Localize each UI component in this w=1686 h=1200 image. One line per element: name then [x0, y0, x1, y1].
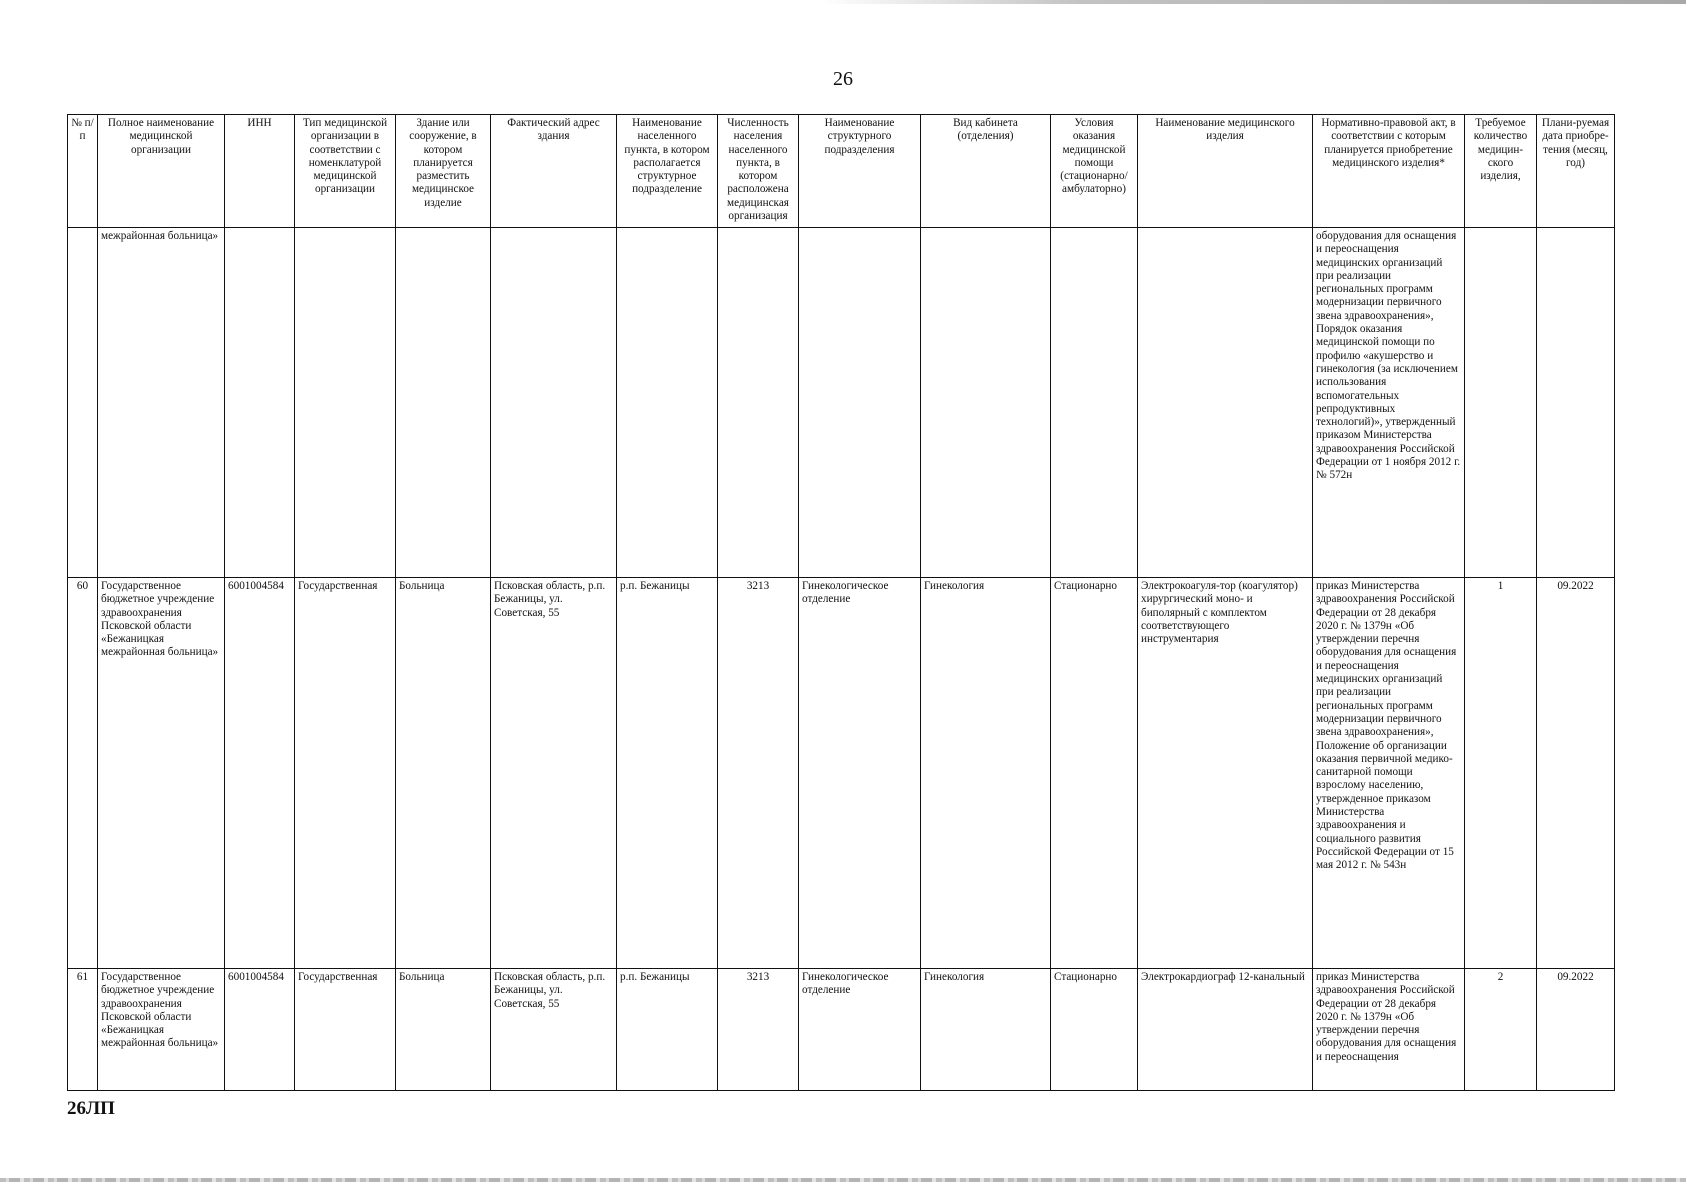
address-cell: Псковская область, р.п. Бежаницы, ул. Советская, 55: [491, 578, 617, 969]
purchase-date-cell: 09.2022: [1537, 969, 1615, 1091]
building-cell: Больница: [396, 969, 491, 1091]
legal-act-cell: приказ Министерства здравоохранения Российской Федерации от 28 декабря 2020 г. № 1379н «Об утверждении перечня оборудования для оснащения и переоснащения медицинских организаций при реализации региональных программ модернизации первичного звена здравоохранения», Положение об организации оказания первичной медико-санитарной помощи взрослому населению, утвержденное приказом Министерства здравоохранения и социального развития Российской Федерации от 15 мая 2012 г. № 543н: [1313, 578, 1465, 969]
device-name-cell: Электрокоагуля-тор (коагулятор) хирургический моно- и биполярный с комплектом соответствующего инструментария: [1138, 578, 1313, 969]
header-cell: Тип медицинской организации в соответствии с номенклатурой медицинской организации: [295, 115, 396, 228]
organization-name-cell: Государственное бюджетное учреждение здравоохранения Псковской области «Бежаницкая межрайонная больница»: [98, 969, 225, 1091]
care-conditions-cell: [1051, 228, 1138, 578]
header-cell: Вид кабинета (отделения): [921, 115, 1051, 228]
document-code: 26ЛП: [67, 1098, 115, 1119]
header-cell: № п/п: [68, 115, 98, 228]
office-type-cell: Гинекология: [921, 969, 1051, 1091]
header-cell: Наименование населенного пункта, в котором располагается структурное подразделение: [617, 115, 718, 228]
equipment-table: [67, 114, 1615, 1091]
department-cell: [799, 228, 921, 578]
scan-edge-bottom: [0, 1178, 1686, 1182]
header-cell: Численность населения населенного пункта, в котором расположена медицинская организация: [718, 115, 799, 228]
table-row: [68, 969, 1615, 1091]
org-type-cell: [295, 228, 396, 578]
inn-cell: 6001004584: [225, 969, 295, 1091]
device-name-cell: [1138, 228, 1313, 578]
org-type-cell: Государственная: [295, 578, 396, 969]
header-cell: Требуемое количество медицин-ского изделия,: [1465, 115, 1537, 228]
header-cell: Фактический адрес здания: [491, 115, 617, 228]
organization-name-cell: межрайонная больница»: [98, 228, 225, 578]
locality-cell: р.п. Бежаницы: [617, 969, 718, 1091]
purchase-date-cell: [1537, 228, 1615, 578]
device-name-cell: Электрокардиограф 12-канальный: [1138, 969, 1313, 1091]
row-number-cell: 60: [68, 578, 98, 969]
office-type-cell: Гинекология: [921, 578, 1051, 969]
org-type-cell: Государственная: [295, 969, 396, 1091]
locality-cell: [617, 228, 718, 578]
organization-name-cell: Государственное бюджетное учреждение здравоохранения Псковской области «Бежаницкая межрайонная больница»: [98, 578, 225, 969]
header-cell: Наименование медицинского изделия: [1138, 115, 1313, 228]
header-cell: Нормативно-правовой акт, в соответствии с которым планируется приобретение медицинского изделия*: [1313, 115, 1465, 228]
department-cell: Гинекологическое отделение: [799, 969, 921, 1091]
address-cell: Псковская область, р.п. Бежаницы, ул. Советская, 55: [491, 969, 617, 1091]
address-cell: [491, 228, 617, 578]
header-cell: Плани-руемая дата приобре-тения (месяц, год): [1537, 115, 1615, 228]
header-cell: Полное наименование медицинской организации: [98, 115, 225, 228]
table-row: [68, 578, 1615, 969]
care-conditions-cell: Стационарно: [1051, 969, 1138, 1091]
office-type-cell: [921, 228, 1051, 578]
page-number: 26: [833, 68, 853, 90]
population-cell: 3213: [718, 578, 799, 969]
quantity-cell: 1: [1465, 578, 1537, 969]
quantity-cell: 2: [1465, 969, 1537, 1091]
row-number-cell: 61: [68, 969, 98, 1091]
legal-act-cell: приказ Министерства здравоохранения Российской Федерации от 28 декабря 2020 г. № 1379н «Об утверждении перечня оборудования для оснащения и переоснащения: [1313, 969, 1465, 1091]
row-number-cell: [68, 228, 98, 578]
scan-edge-top: [820, 0, 1686, 4]
locality-cell: р.п. Бежаницы: [617, 578, 718, 969]
header-cell: ИНН: [225, 115, 295, 228]
header-cell: Здание или сооружение, в котором планируется разместить медицинское изделие: [396, 115, 491, 228]
header-cell: Условия оказания медицинской помощи (стационарно/ амбулаторно): [1051, 115, 1138, 228]
population-cell: 3213: [718, 969, 799, 1091]
legal-act-cell: оборудования для оснащения и переоснащения медицинских организаций при реализации региональных программ модернизации первичного звена здравоохранения», Порядок оказания медицинской помощи по профилю «акушерство и гинекология (за исключением использования вспомогательных репродуктивных технологий)», утвержденный приказом Министерства здравоохранения Российской Федерации от 1 ноября 2012 г. № 572н: [1313, 228, 1465, 578]
population-cell: [718, 228, 799, 578]
care-conditions-cell: Стационарно: [1051, 578, 1138, 969]
purchase-date-cell: 09.2022: [1537, 578, 1615, 969]
table-row: [68, 228, 1615, 578]
quantity-cell: [1465, 228, 1537, 578]
inn-cell: 6001004584: [225, 578, 295, 969]
department-cell: Гинекологическое отделение: [799, 578, 921, 969]
building-cell: [396, 228, 491, 578]
table-header-row: [68, 115, 1615, 228]
inn-cell: [225, 228, 295, 578]
header-cell: Наименование структурного подразделения: [799, 115, 921, 228]
building-cell: Больница: [396, 578, 491, 969]
